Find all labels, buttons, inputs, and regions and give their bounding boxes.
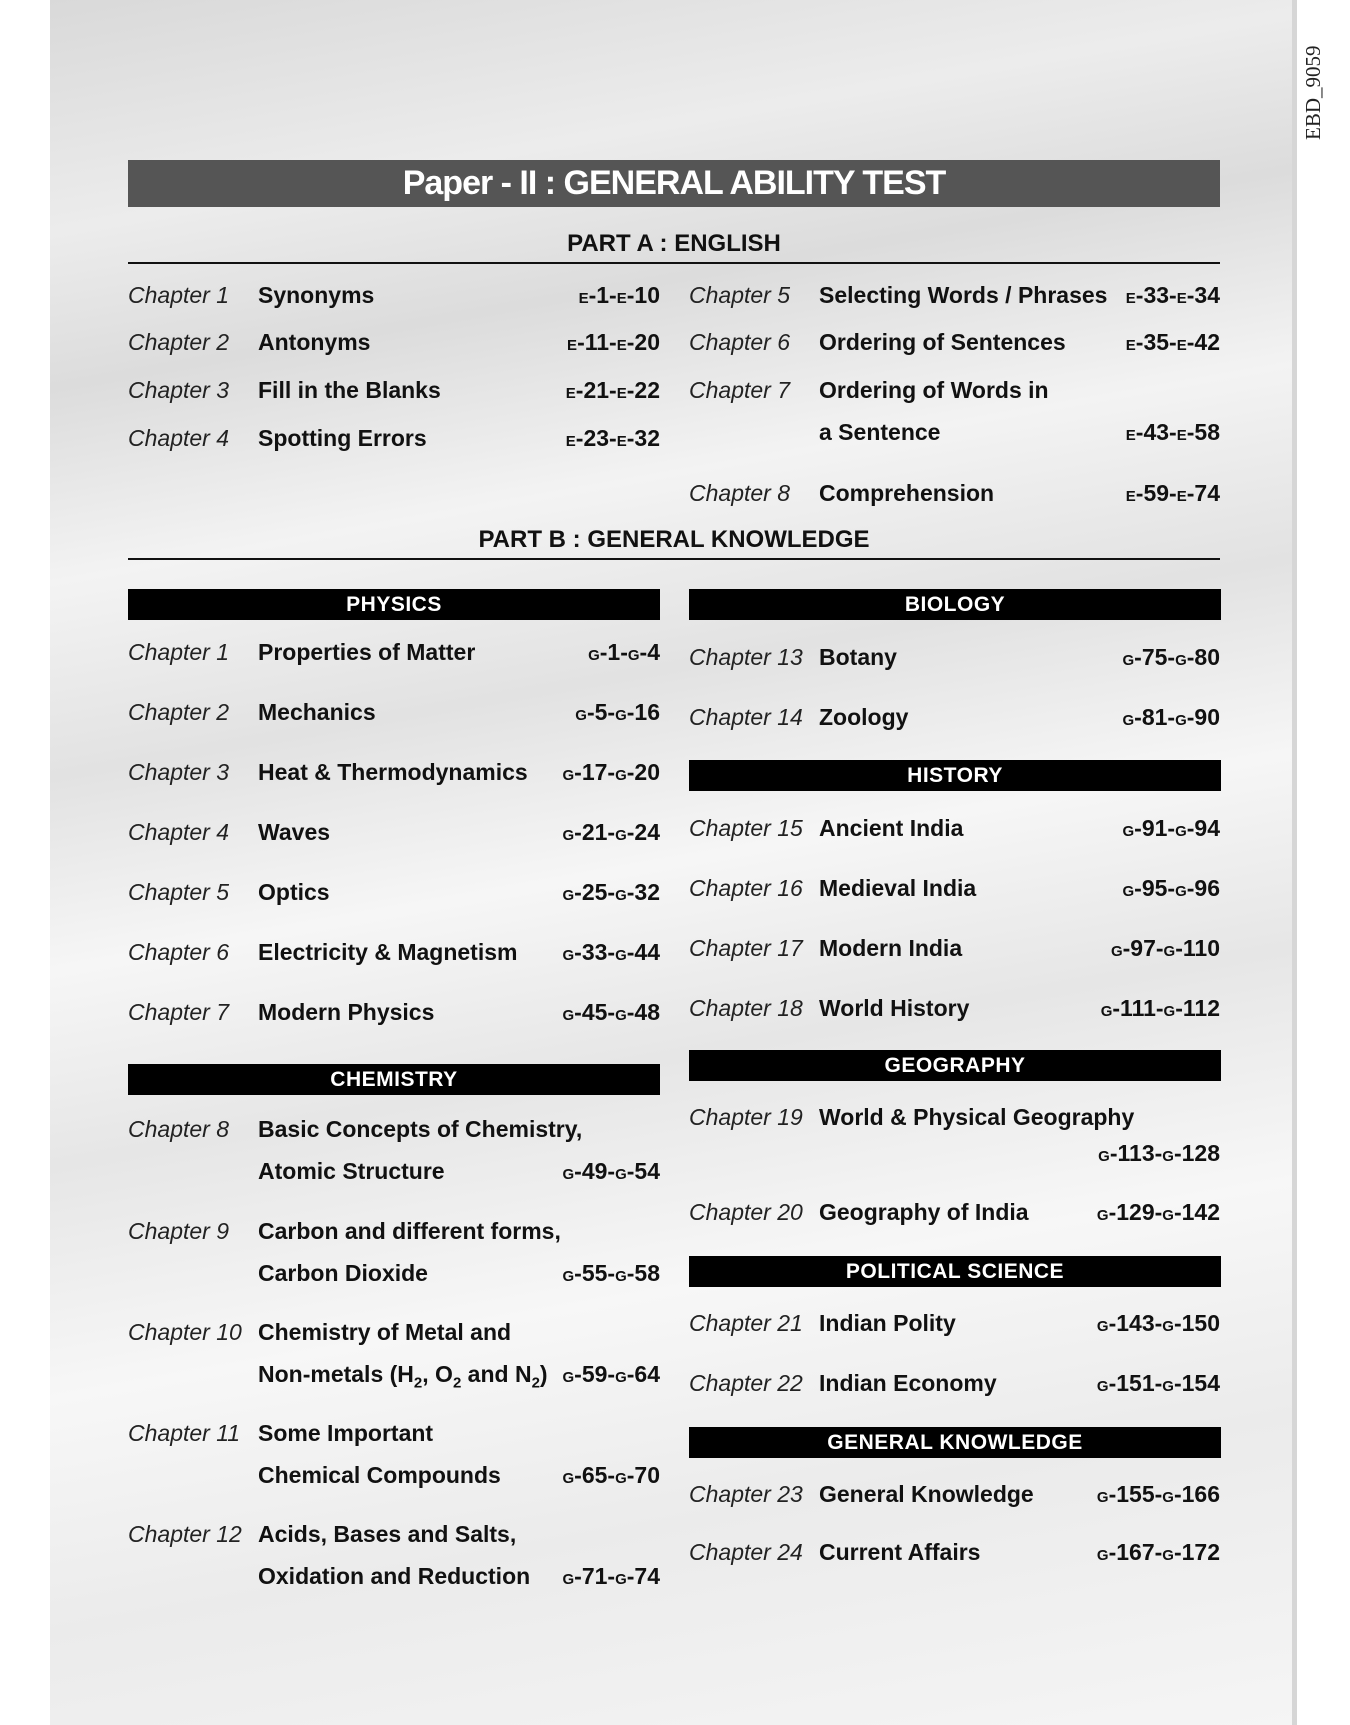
chapter-number: Chapter 3 (128, 759, 230, 785)
chapter-title: Spotting Errors (258, 425, 427, 451)
chapter-title: Basic Concepts of Chemistry, (258, 1116, 583, 1142)
part-b-heading: PART B : GENERAL KNOWLEDGE (128, 526, 1220, 560)
section-header: HISTORY (689, 760, 1221, 791)
page-range: G-155-G-166 (1096, 1481, 1220, 1507)
page-range: E-59-E-74 (1125, 480, 1220, 506)
page-range: G-91-G-94 (1122, 815, 1220, 841)
chapter-title: Geography of India (819, 1199, 1029, 1225)
chapter-number: Chapter 23 (689, 1481, 803, 1507)
chapter-number: Chapter 9 (128, 1218, 230, 1244)
chapter-number: Chapter 15 (689, 815, 803, 841)
chapter-number: Chapter 2 (128, 329, 230, 355)
chapter-number: Chapter 5 (689, 282, 791, 308)
page-range: G-129-G-142 (1096, 1199, 1220, 1225)
chapter-title: Indian Economy (819, 1370, 997, 1396)
page-range: G-17-G-20 (562, 759, 660, 785)
chapter-title: Ordering of Sentences (819, 329, 1066, 355)
chapter-number: Chapter 18 (689, 995, 803, 1021)
chapter-number: Chapter 8 (689, 480, 791, 506)
chapter-title: Mechanics (258, 699, 376, 725)
chapter-title: Zoology (819, 704, 909, 730)
page-range: G-59-G-64 (562, 1361, 660, 1387)
chapter-title: Antonyms (258, 329, 371, 355)
page-range: G-1-G-4 (588, 639, 660, 665)
chapter-number: Chapter 5 (128, 879, 230, 905)
chapter-number: Chapter 10 (128, 1319, 242, 1345)
page-title: Paper - II : GENERAL ABILITY TEST (128, 160, 1220, 207)
chapter-number: Chapter 16 (689, 875, 803, 901)
page-range: G-167-G-172 (1096, 1539, 1220, 1565)
chapter-number: Chapter 21 (689, 1310, 803, 1336)
chapter-title-continued: Chemical Compounds (258, 1462, 501, 1488)
chapter-title: Some Important (258, 1420, 434, 1446)
section-header: BIOLOGY (689, 589, 1221, 620)
page-range: G-81-G-90 (1122, 704, 1220, 730)
chapter-title: Current Affairs (819, 1539, 981, 1565)
page-range: E-35-E-42 (1125, 329, 1220, 355)
chapter-title-continued: Atomic Structure (258, 1158, 445, 1184)
chapter-title: Fill in the Blanks (258, 377, 441, 403)
section-header: GENERAL KNOWLEDGE (689, 1427, 1221, 1458)
chapter-title: Carbon and different forms, (258, 1218, 561, 1244)
chapter-number: Chapter 7 (689, 377, 791, 403)
page-range: G-97-G-110 (1110, 935, 1220, 961)
chapter-number: Chapter 17 (689, 935, 803, 961)
page-range: G-113-G-128 (1098, 1140, 1220, 1166)
chapter-title: Ancient India (819, 815, 964, 841)
page-range: G-5-G-16 (575, 699, 660, 725)
chapter-number: Chapter 8 (128, 1116, 230, 1142)
chapter-title: General Knowledge (819, 1481, 1034, 1507)
page-range: E-23-E-32 (565, 425, 660, 451)
chapter-title: Chemistry of Metal and (258, 1319, 512, 1345)
chapter-number: Chapter 24 (689, 1539, 803, 1565)
chapter-number: Chapter 22 (689, 1370, 803, 1396)
chapter-number: Chapter 12 (128, 1521, 242, 1547)
page-range: G-25-G-32 (562, 879, 660, 905)
page-range: E-43-E-58 (1125, 419, 1220, 445)
chapter-title: Medieval India (819, 875, 977, 901)
chapter-title-continued: Carbon Dioxide (258, 1260, 428, 1286)
page-range: G-49-G-54 (562, 1158, 660, 1184)
chapter-title-continued: Non-metals ($H_2$, $O_2$ and $N_2$) (258, 1361, 548, 1392)
section-header: CHEMISTRY (128, 1064, 660, 1095)
page-range: E-33-E-34 (1125, 282, 1220, 308)
chapter-number: Chapter 2 (128, 699, 230, 725)
chapter-number: Chapter 20 (689, 1199, 803, 1225)
chapter-title: Indian Polity (819, 1310, 956, 1336)
chapter-title: Selecting Words / Phrases (819, 282, 1108, 308)
chapter-title: Ordering of Words in (819, 377, 1049, 403)
chapter-title: Comprehension (819, 480, 995, 506)
page-range: G-33-G-44 (562, 939, 660, 965)
section-header: GEOGRAPHY (689, 1050, 1221, 1081)
side-strip (1292, 0, 1350, 1725)
section-header: POLITICAL SCIENCE (689, 1256, 1221, 1287)
chapter-title: Waves (258, 819, 331, 845)
page-range: G-143-G-150 (1096, 1310, 1220, 1336)
chapter-number: Chapter 1 (128, 639, 230, 665)
chapter-number: Chapter 13 (689, 644, 803, 670)
chapter-title: Electricity & Magnetism (258, 939, 518, 965)
chapter-title: Heat & Thermodynamics (258, 759, 528, 785)
page-range: G-71-G-74 (562, 1563, 660, 1589)
page-range: G-65-G-70 (562, 1462, 660, 1488)
chapter-title: Botany (819, 644, 897, 670)
chapter-title-continued: a Sentence (819, 419, 941, 445)
chapter-title: Optics (258, 879, 330, 905)
chapter-number: Chapter 4 (128, 425, 230, 451)
page-range: E-1-E-10 (578, 282, 660, 308)
page-range: G-45-G-48 (562, 999, 660, 1025)
page-range: G-95-G-96 (1122, 875, 1220, 901)
page-range: G-21-G-24 (562, 819, 660, 845)
chapter-title: World History (819, 995, 970, 1021)
chapter-number: Chapter 14 (689, 704, 803, 730)
chapter-number: Chapter 11 (128, 1420, 241, 1446)
chapter-title: Modern India (819, 935, 963, 961)
chapter-number: Chapter 6 (689, 329, 791, 355)
chapter-title-continued: Oxidation and Reduction (258, 1563, 531, 1589)
page-range: G-111-G-112 (1100, 995, 1220, 1021)
book-code: EBD_9059 (1301, 45, 1325, 140)
page-range: E-21-E-22 (565, 377, 660, 403)
chapter-title: Acids, Bases and Salts, (258, 1521, 517, 1547)
page-range: E-11-E-20 (567, 329, 660, 355)
chapter-title: Synonyms (258, 282, 375, 308)
page-range: G-151-G-154 (1096, 1370, 1220, 1396)
section-header: PHYSICS (128, 589, 660, 620)
chapter-number: Chapter 7 (128, 999, 230, 1025)
chapter-number: Chapter 3 (128, 377, 230, 403)
page-range: G-55-G-58 (562, 1260, 660, 1286)
chapter-number: Chapter 4 (128, 819, 230, 845)
chapter-title: Modern Physics (258, 999, 435, 1025)
chapter-title: World & Physical Geography (819, 1104, 1135, 1130)
page-range: G-75-G-80 (1122, 644, 1220, 670)
chapter-number: Chapter 19 (689, 1104, 803, 1130)
part-a-heading: PART A : ENGLISH (128, 230, 1220, 264)
chapter-number: Chapter 6 (128, 939, 230, 965)
chapter-number: Chapter 1 (128, 282, 230, 308)
chapter-title: Properties of Matter (258, 639, 476, 665)
